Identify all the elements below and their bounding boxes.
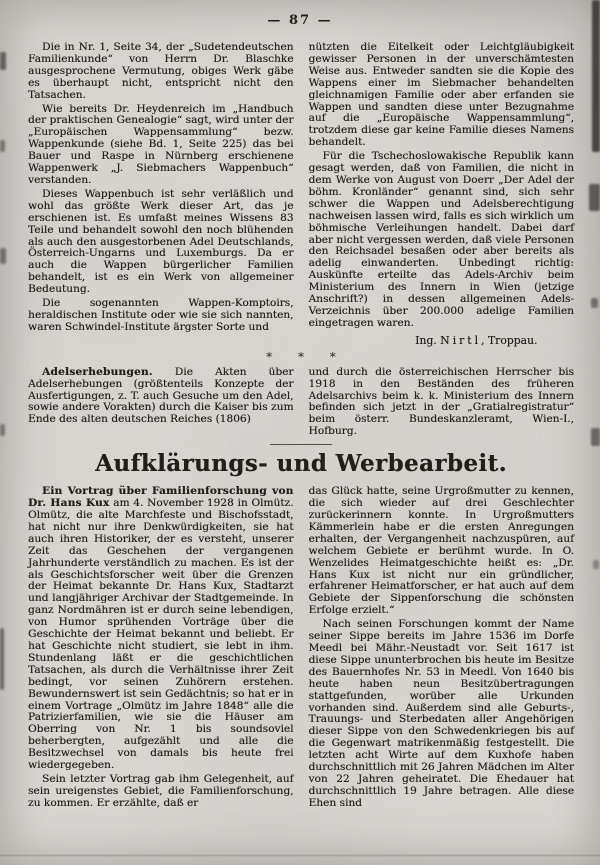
- paragraph: nützten die Eitelkeit oder Leichtgläubigkeit gewisser Personen in der unverschämtesten Weise aus. Entweder sandten sie die Kopie des Wappens einer im Siebmacher behandelten gleichnamigen Familie oder aber erfanden sie Wappen und sandten diese unter Bezugnahme auf die „Europäische Wappensammlung“, trotzdem diese gar keine Familie dieses Namens behandelt.: [308, 41, 574, 149]
- wappen-left-column: [28, 42, 294, 347]
- note-text: Die Akten über Adelserhebungen (größtenteils Konzepte der Ausfertigungen, z. T. auch Gesuche um den Adel, sowie andere Vorakten) durch die Kaiser bis zum Ende des alten deutschen Reiches (1806): [28, 365, 294, 426]
- vortrag-lead: Ein Vortrag über Familienforschung von Dr. Hans Kux: [28, 485, 294, 510]
- section-adelserhebungen-note: [28, 367, 574, 440]
- werbearbeit-left-column: [28, 486, 294, 811]
- signature-suffix: , Troppau.: [480, 333, 538, 347]
- paragraph: das Glück hatte, seine Urgroßmutter zu kennen, die sich wieder auf drei Geschlechter zurückerinnern konnte. In Urgroßmutters Kämmerlein habe er die ersten Anregungen erhalten, der Vergangenheit nachzuspüren, auf welchem Gebiete er berühmt wurde. In O. Wenzelides Heimatgeschichte heißt es: „Dr. Hans Kux ist nicht nur ein gründlicher, erfahrener Heimatforscher, er hat auch auf dem Gebiete der Sippenforschung die schönsten Erfolge erzielt.“: [308, 485, 574, 617]
- signature-prefix: Ing.: [415, 333, 437, 347]
- author-signature: [309, 334, 575, 347]
- paragraph: Nach seinen Forschungen kommt der Name seiner Sippe bereits im Jahre 1536 im Dorfe Meedl bei Mähr.-Neustadt vor. Seit 1617 ist diese Sippe ununterbrochen bis heute im Besitze des Bauernhofes Nr. 53 in Meedl. Von 1640 bis heute haben neun Besitzübertragungen stattgefunden, worüber alle Urkunden vorhanden sind. Außerdem sind alle Geburts-, Trauungs- und Sterbedaten aller Angehörigen dieser Sippe von den Schwedenkriegen bis auf die Gegenwart matrikenmäßig festgestellt. Die letzten acht Wirte auf dem Kuxhofe haben durchschnittlich mit 26 Jahren Mädchen im Alter von 22 Jahren geheiratet. Die Ehedauer hat durchschnittlich 19 Jahre betragen. Alle diese Ehen sind: [308, 618, 574, 809]
- note-lead: Adelserhebungen.: [42, 365, 153, 378]
- note-right-column: [309, 367, 575, 440]
- scan-artifact: [0, 628, 4, 690]
- paragraph: Für die Tschechoslowakische Republik kann gesagt werden, daß von Familien, die nicht in dem Werke von August von Doerr „Der Adel der böhm. Kronländer“ genannt sind, sich sehr schwer die Wappen und Adelsberechtigung nachweisen lassen wird, falls es sich wirklich um böhmische Verleihungen handelt. Dabei darf aber nicht vergessen werden, daß viele Personen den Reichsadel besaßen oder aber bereits als adelig einwanderten. Unbedingt richtig: Auskünfte erteilte das Adels-Archiv beim Ministerium des Innern in Wien (jetzige Anschrift?) in dessen allgemeinen Adels-Verzeichnis über 200.000 adelige Familien eingetragen waren.: [308, 150, 574, 329]
- paragraph: Sein letzter Vortrag gab ihm Gelegenheit, auf sein ureigenstes Gebiet, die Familienforschung, zu kommen. Er erzählte, daß er: [28, 772, 294, 809]
- wappen-right-column: [309, 42, 575, 347]
- scan-artifact: [591, 298, 598, 308]
- page-number: — 87 —: [267, 13, 333, 28]
- note-left-column: [28, 367, 294, 440]
- section-werbearbeit-article: [28, 486, 574, 811]
- note-paragraph: [28, 367, 294, 427]
- page-content: [0, 28, 600, 812]
- scan-artifact: [0, 855, 600, 857]
- paragraph: Wie bereits Dr. Heydenreich im „Handbuch der praktischen Genealogie“ sagt, wird unter der „Europäischen Wappensammlung“ bezw. Wappenkunde (siehe Bd. 1, Seite 225) das bei Bauer und Raspe in Nürnberg erschienene Wappenwerk „J. Siebmachers Wappenbuch“ verstanden.: [28, 102, 294, 186]
- vortrag-text: am 4. November 1928 in Olmütz. Olmütz, die alte Marchfeste und Bischofsstadt, hat nicht nur ihre Denkwürdigkeiten, sie hat auch ihren Historiker, der es versteht, unserer Zeit das Geschehen der vergangenen Jahrhunderte verständlich zu machen. Es ist der als Geschichtsforscher weit über die Grenzen der Heimat bekannte Dr. Hans Kux, Stadtarzt und langjähriger Archivar der Stadtgemeinde. In ganz Nordmähren ist er durch seine lebendigen, von Humor sprühenden Vorträge über die Geschichte der Heimat bekannt und beliebt. Er hat Geschichte nicht studiert, sie lebt in ihm. Stundenlang läßt er die geschichtlichen Tatsachen, als durch die Verhältnisse ihrer Zeit bedingt, vor seinen Zuhörern erstehen. Bewundernswert ist sein Gedächtnis; so hat er in einem Vortrage „Olmütz im Jahre 1848“ alle die Patrizierfamilien, wie sie die Häuser am Oberring von Nr. 1 bis soundsoviel beherbergten, aufgezählt und alle die Besitzwechsel von damals bis heute frei wiedergegeben.: [28, 497, 294, 772]
- asterisk-divider: * * *: [266, 349, 336, 364]
- scan-artifact: [593, 560, 599, 569]
- article-heading: Aufklärungs- und Werbearbeit.: [95, 450, 507, 478]
- werbearbeit-right-column: [309, 486, 575, 811]
- paragraph: [28, 486, 294, 772]
- signature-name: Nirtl: [440, 333, 481, 347]
- paragraph: Dieses Wappenbuch ist sehr verläßlich und wohl das größte Werk dieser Art, das je erschienen ist. Es umfaßt meines Wissens 83 Teile und behandelt sowohl den noch blühenden als auch den ausgestorbenen Adel Deutschlands, Österreich-Ungarns und Luxemburgs. Da er auch die Wappen bürgerlicher Familien behandelt, ist es ein Werk von allgemeiner Bedeutung.: [28, 187, 294, 296]
- heading-block: [28, 444, 574, 477]
- scan-artifact: [589, 184, 600, 211]
- scan-artifact: [0, 424, 5, 436]
- paragraph: Die in Nr. 1, Seite 34, der „Sudetendeutschen Familienkunde“ von Herrn Dr. Blaschke ausgesprochene Vermutung, obiges Werk gäbe es überhaupt nicht, entspricht nicht den Tatsachen.: [28, 41, 294, 101]
- scan-artifact: [0, 52, 6, 70]
- section-wappen-article: [28, 42, 574, 347]
- heading-rule: [270, 444, 332, 445]
- scan-artifact: [592, 0, 600, 152]
- scan-artifact: [0, 248, 6, 264]
- paragraph: Die sogenannten Wappen-Komptoirs, heraldischen Institute oder wie sie sich nannten, waren Schwindel-Institute ärgster Sorte und: [28, 297, 294, 333]
- note-paragraph: und durch die österreichischen Herrscher bis 1918 in den Beständen des früheren Adelsarchivs beim k. k. Ministerium des Innern befinden sich jetzt in der „Gratialregistratur“ beim österr. Bundeskanzleramt, Wien-I., Hofburg.: [308, 365, 574, 438]
- scan-artifact: [0, 140, 5, 152]
- scan-artifact: [591, 428, 600, 446]
